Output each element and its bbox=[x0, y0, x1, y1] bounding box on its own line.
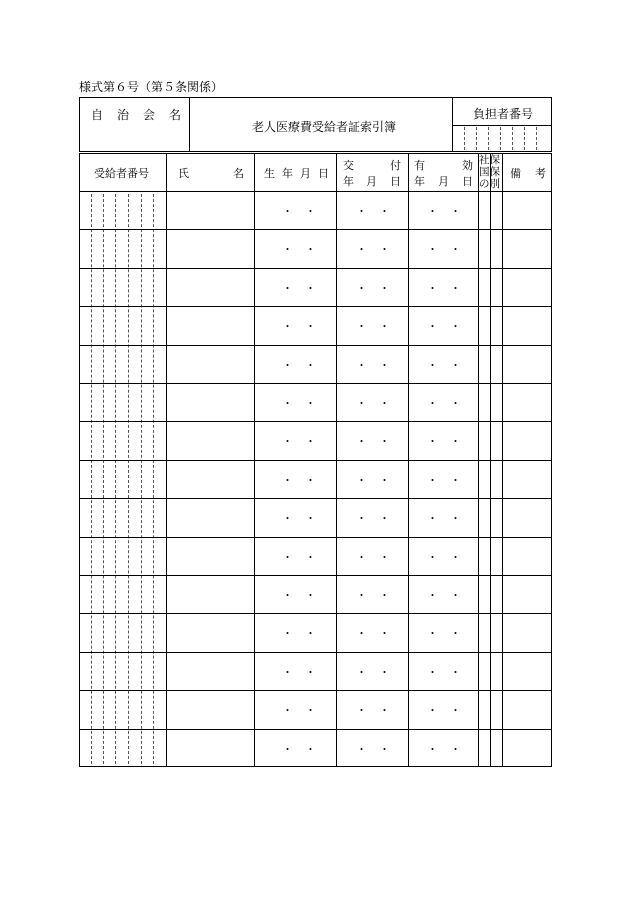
header-issue-bottom-3: 日 bbox=[390, 175, 401, 188]
header-valid-bottom-3: 日 bbox=[462, 175, 473, 188]
table-row bbox=[79, 575, 552, 576]
birth-date-separator: ・・ bbox=[282, 435, 328, 449]
issue-date-separator: ・・ bbox=[356, 435, 402, 449]
issue-date-separator: ・・ bbox=[356, 589, 402, 602]
valid-date-separator: ・・ bbox=[427, 589, 473, 602]
header-birth-date-1: 生 bbox=[264, 167, 275, 180]
payer-cell-divider bbox=[536, 127, 537, 150]
valid-date-separator: ・・ bbox=[427, 435, 473, 449]
issue-date-separator: ・・ bbox=[356, 397, 402, 410]
payer-number-label: 負担者番号 bbox=[473, 107, 534, 121]
birth-date-separator: ・・ bbox=[282, 320, 328, 334]
valid-date-separator: ・・ bbox=[427, 320, 473, 334]
issue-date-separator: ・・ bbox=[356, 550, 402, 564]
valid-date-separator: ・・ bbox=[427, 512, 473, 526]
form-caption: 様式第６号（第５条関係） bbox=[79, 80, 224, 94]
table-row bbox=[79, 690, 552, 691]
birth-date-separator: ・・ bbox=[282, 512, 328, 526]
birth-date-separator: ・・ bbox=[282, 243, 328, 257]
table-row bbox=[79, 268, 552, 269]
issue-date-separator: ・・ bbox=[356, 512, 402, 526]
issue-date-separator: ・・ bbox=[356, 627, 402, 641]
issue-date-separator: ・・ bbox=[356, 243, 402, 257]
issue-date-separator: ・・ bbox=[356, 281, 402, 295]
payer-cell-divider bbox=[500, 127, 501, 150]
issue-date-separator: ・・ bbox=[356, 742, 402, 756]
table-row bbox=[79, 498, 552, 499]
valid-date-separator: ・・ bbox=[427, 358, 473, 372]
municipality-label-1: 自 bbox=[91, 108, 104, 122]
municipality-label-3: 会 bbox=[143, 108, 156, 122]
birth-date-separator: ・・ bbox=[282, 627, 328, 641]
issue-date-separator: ・・ bbox=[356, 473, 402, 487]
payer-cell-divider bbox=[476, 127, 477, 150]
header-recipient-number: 受給者番号 bbox=[94, 167, 149, 180]
birth-date-separator: ・・ bbox=[282, 665, 328, 679]
valid-date-separator: ・・ bbox=[427, 397, 473, 410]
table-header-bottom bbox=[79, 191, 552, 192]
birth-date-separator: ・・ bbox=[282, 281, 328, 295]
birth-date-separator: ・・ bbox=[282, 358, 328, 372]
table-row bbox=[79, 229, 552, 230]
table-row bbox=[79, 613, 552, 614]
header-valid-bottom-1: 年 bbox=[414, 175, 425, 188]
issue-date-separator: ・・ bbox=[356, 665, 402, 679]
payer-cell-divider bbox=[488, 127, 489, 150]
municipality-label-2: 治 bbox=[117, 108, 130, 122]
header-name-1: 氏 bbox=[178, 167, 189, 180]
table-row bbox=[79, 460, 552, 461]
issue-date-separator: ・・ bbox=[356, 320, 402, 334]
header-birth-date-3: 月 bbox=[300, 167, 311, 180]
header-valid-bottom-2: 月 bbox=[438, 175, 449, 188]
header-birth-date-4: 日 bbox=[318, 167, 329, 180]
header-issue-top-1: 交 bbox=[343, 159, 354, 172]
payer-cell-divider bbox=[524, 127, 525, 150]
valid-date-separator: ・・ bbox=[427, 243, 473, 257]
header-insurance-type: 社保国保の別 bbox=[479, 154, 500, 190]
header-remarks-2: 考 bbox=[535, 167, 546, 180]
payer-cells-top-line bbox=[452, 125, 552, 126]
header-remarks-1: 備 bbox=[510, 167, 521, 180]
birth-date-separator: ・・ bbox=[282, 550, 328, 564]
document-title: 老人医療費受給者証索引簿 bbox=[252, 120, 397, 134]
valid-date-separator: ・・ bbox=[427, 742, 473, 756]
table-row bbox=[79, 306, 552, 307]
issue-date-separator: ・・ bbox=[356, 704, 402, 718]
valid-date-separator: ・・ bbox=[427, 550, 473, 564]
birth-date-separator: ・・ bbox=[282, 473, 328, 487]
valid-date-separator: ・・ bbox=[427, 704, 473, 718]
payer-cell-divider bbox=[512, 127, 513, 150]
header-name-2: 名 bbox=[233, 167, 244, 180]
recipient-number-digit-divider bbox=[103, 194, 104, 764]
payer-cell-divider bbox=[464, 127, 465, 150]
header-valid-top-2: 効 bbox=[462, 159, 473, 172]
valid-date-separator: ・・ bbox=[427, 473, 473, 487]
recipient-number-digit-divider bbox=[153, 194, 154, 764]
table-row bbox=[79, 652, 552, 653]
issue-date-separator: ・・ bbox=[356, 205, 402, 218]
birth-date-separator: ・・ bbox=[282, 589, 328, 602]
table-row bbox=[79, 345, 552, 346]
header-valid-top-1: 有 bbox=[414, 159, 425, 172]
recipient-number-digit-divider bbox=[115, 194, 116, 764]
table-row bbox=[79, 537, 552, 538]
header-issue-bottom-2: 月 bbox=[366, 175, 377, 188]
issue-date-separator: ・・ bbox=[356, 358, 402, 372]
table-row bbox=[79, 421, 552, 422]
recipient-number-digit-divider bbox=[91, 194, 92, 764]
header-divider-1 bbox=[189, 97, 190, 152]
valid-date-separator: ・・ bbox=[427, 665, 473, 679]
valid-date-separator: ・・ bbox=[427, 205, 473, 218]
header-birth-date-2: 年 bbox=[282, 167, 293, 180]
table-row bbox=[79, 383, 552, 384]
birth-date-separator: ・・ bbox=[282, 205, 328, 218]
valid-date-separator: ・・ bbox=[427, 281, 473, 295]
valid-date-separator: ・・ bbox=[427, 627, 473, 641]
header-issue-bottom-1: 年 bbox=[343, 175, 354, 188]
birth-date-separator: ・・ bbox=[282, 704, 328, 718]
table-row bbox=[79, 729, 552, 730]
municipality-label-4: 名 bbox=[169, 108, 182, 122]
birth-date-separator: ・・ bbox=[282, 397, 328, 410]
birth-date-separator: ・・ bbox=[282, 742, 328, 756]
recipient-number-digit-divider bbox=[141, 194, 142, 764]
header-issue-top-2: 付 bbox=[390, 159, 401, 172]
recipient-number-digit-divider bbox=[128, 194, 129, 764]
